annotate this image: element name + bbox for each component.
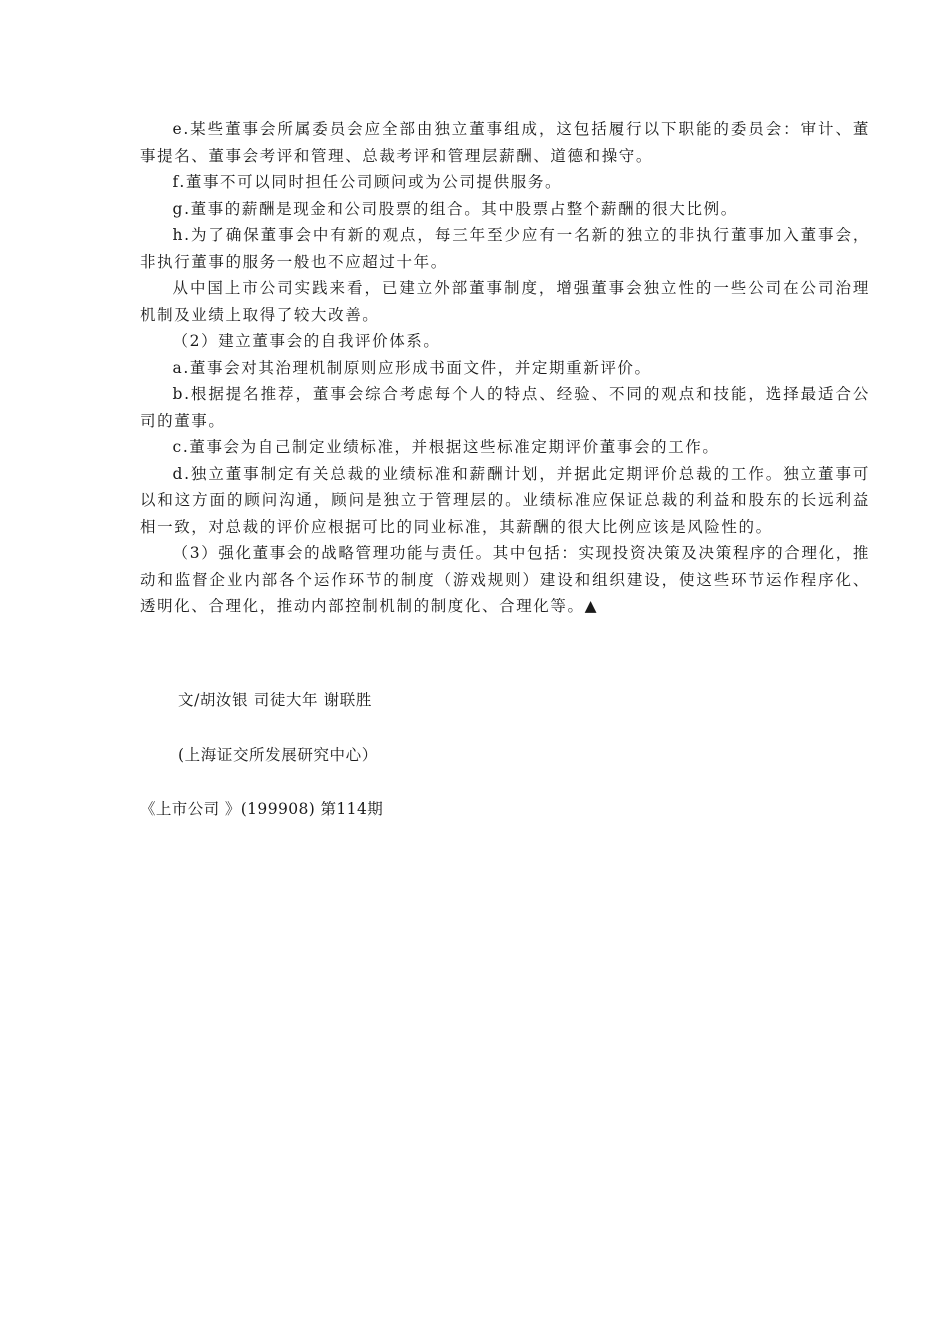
article-body <box>140 116 870 620</box>
paragraph-d: d.独立董事制定有关总裁的业绩标准和薪酬计划，并据此定期评价总裁的工作。独立董事可以和这方面的顾问沟通，顾问是独立于管理层的。业绩标准应保证总裁的利益和股东的长远利益相一致，对总裁的评价应根据可比的同业标准，其薪酬的很大比例应该是风险性的。 <box>140 464 870 536</box>
paragraph-a: a.董事会对其治理机制原则应形成书面文件，并定期重新评价。 <box>172 358 652 377</box>
author-line: 文/胡汝银 司徒大年 谢联胜 <box>178 691 372 709</box>
paragraph-c: c.董事会为自己制定业绩标准，并根据这些标准定期评价董事会的工作。 <box>172 438 720 456</box>
organization-line: (上海证交所发展研究中心） <box>178 746 378 764</box>
section-paragraph-3: （3）强化董事会的战略管理功能与责任。其中包括：实现投资决策及决策程序的合理化，推动和监督企业内部各个运作环节的制度（游戏规则）建设和组织建设，使这些环节运作程序化、透明化、合理化，推动内部控制机制的制度化、合理化等。▲ <box>140 544 870 615</box>
paragraph-practice: 从中国上市公司实践来看，已建立外部董事制度，增强董事会独立性的一些公司在公司治理机制及业绩上取得了较大改善。 <box>140 279 870 324</box>
paragraph-f: f.董事不可以同时担任公司顾问或为公司提供服务。 <box>172 173 563 191</box>
section-heading-2: （2）建立董事会的自我评价体系。 <box>172 332 441 350</box>
paragraph-h: h.为了确保董事会中有新的观点，每三年至少应有一名新的独立的非执行董事加入董事会，非执行董事的服务一般也不应超过十年。 <box>140 226 870 271</box>
paragraph-g: g.董事的薪酬是现金和公司股票的组合。其中股票占整个薪酬的很大比例。 <box>172 199 738 218</box>
source-citation: 《上市公司 》(199908) 第114期 <box>140 800 384 818</box>
paragraph-b: b.根据提名推荐，董事会综合考虑每个人的特点、经验、不同的观点和技能，选择最适合公司的董事。 <box>140 385 870 430</box>
paragraph-e: e.某些董事会所属委员会应全部由独立董事组成，这包括履行以下职能的委员会：审计、董事提名、董事会考评和管理、总裁考评和管理层薪酬、道德和操守。 <box>140 120 870 165</box>
